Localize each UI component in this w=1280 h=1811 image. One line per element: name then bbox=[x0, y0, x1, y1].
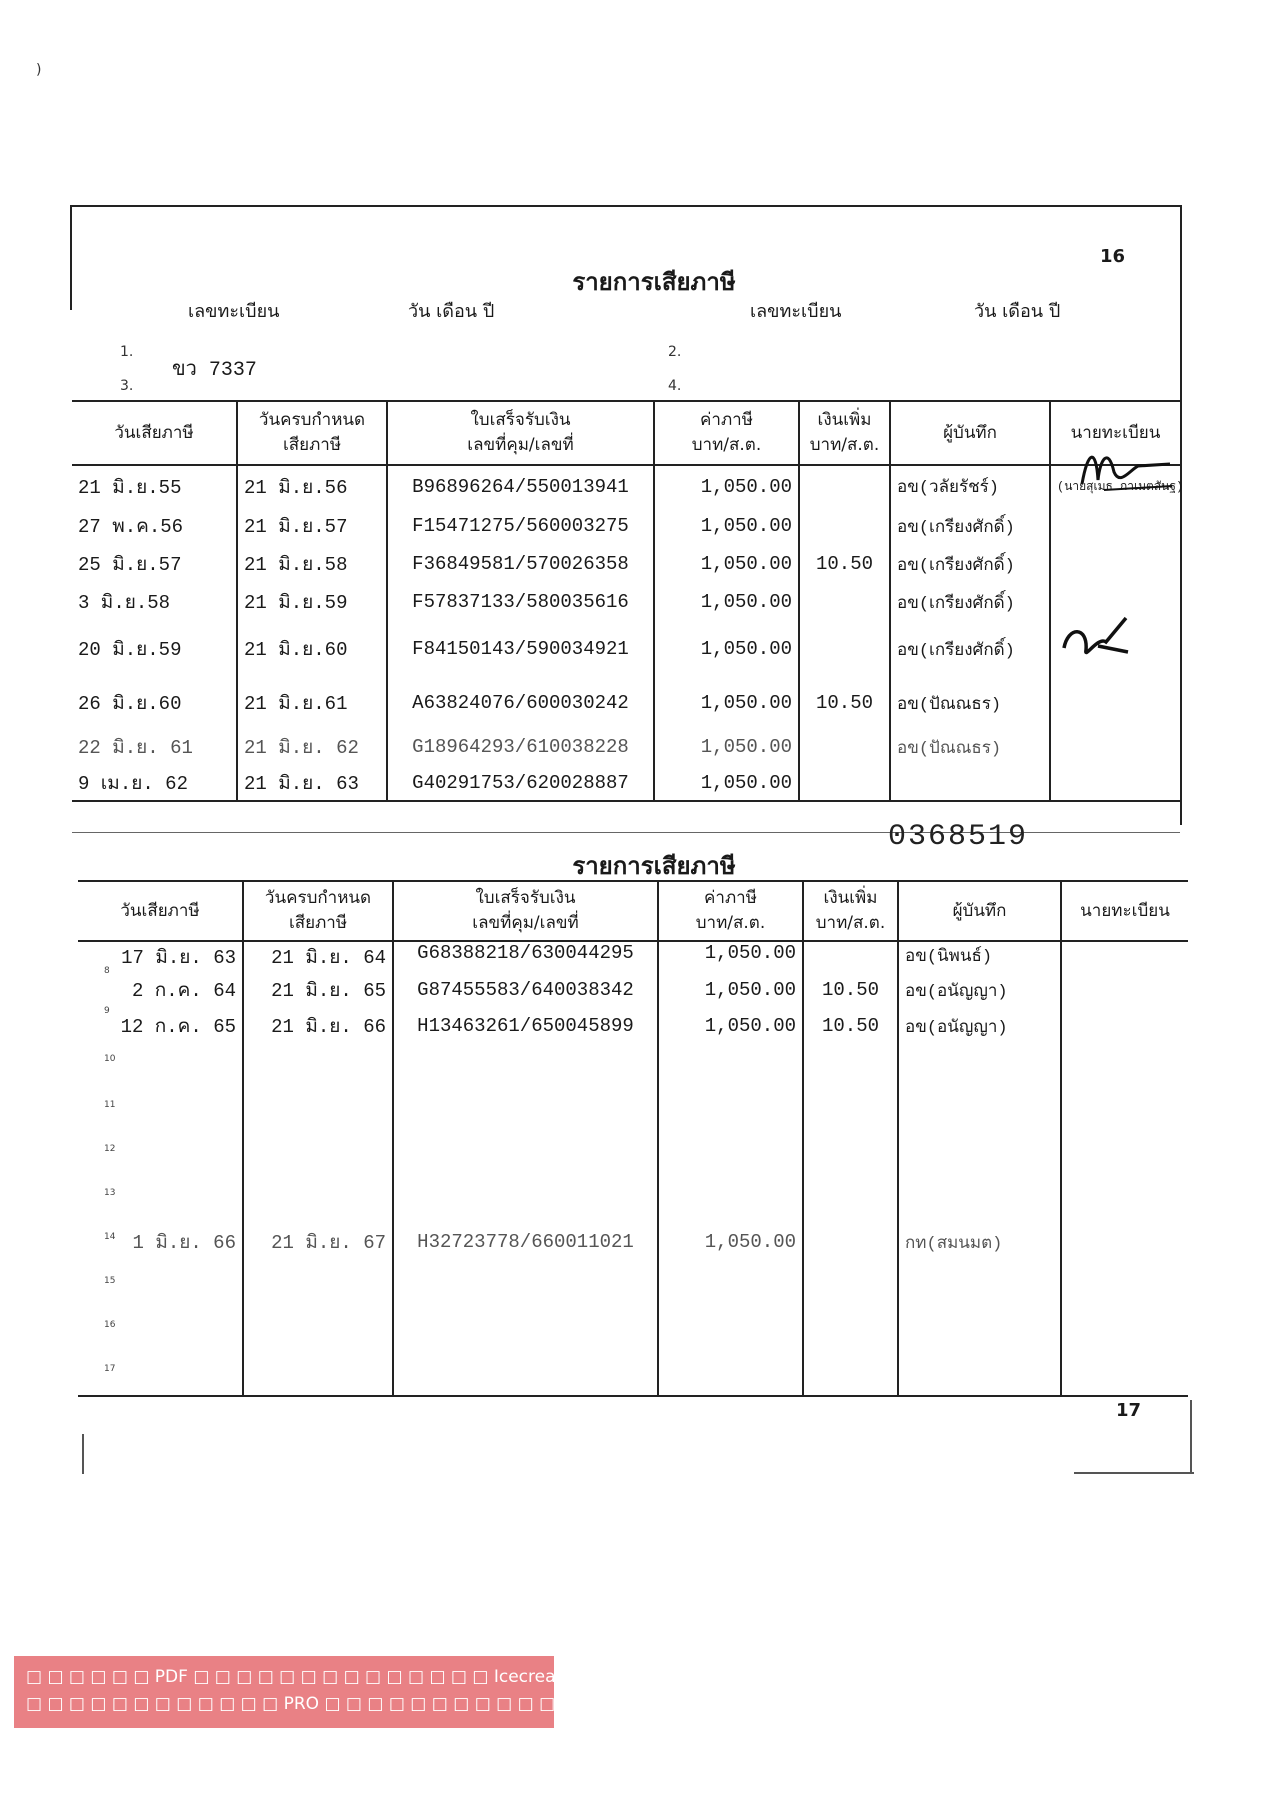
page-number-16: 16 bbox=[1100, 246, 1126, 267]
row-number-marker: 8 bbox=[104, 966, 110, 976]
row-surcharge bbox=[803, 1176, 898, 1220]
row-recorder: อข(เกรียงศักดิ์) bbox=[890, 507, 1050, 545]
row-tax: 1,050.00 bbox=[658, 1008, 803, 1044]
row-registrar bbox=[1050, 729, 1180, 765]
row-receipt: H32723778/660011021 bbox=[393, 1220, 658, 1264]
table-row bbox=[78, 1176, 1188, 1220]
row-recorder: อข(อนัญญา) bbox=[898, 972, 1061, 1008]
table-row bbox=[72, 465, 1180, 507]
row-surcharge: 10.50 bbox=[803, 972, 898, 1008]
row-receipt bbox=[393, 1044, 658, 1088]
header-registrar-2: นายทะเบียน bbox=[1061, 881, 1188, 941]
watermark-line-1: □ □ □ □ □ □ PDF □ □ □ □ □ □ □ □ □ □ □ □ □ □ Icecream PDF bbox=[26, 1667, 611, 1687]
row-pay-date: 25 มิ.ย.57 bbox=[78, 554, 182, 576]
row-receipt bbox=[393, 1132, 658, 1176]
row-number-marker: 15 bbox=[104, 1276, 116, 1286]
row-recorder bbox=[898, 1132, 1061, 1176]
entry-1-index: 1. bbox=[120, 344, 134, 360]
row-surcharge bbox=[799, 765, 890, 801]
stamp-number: 0368519 bbox=[888, 820, 1029, 854]
row-registrar bbox=[1050, 677, 1180, 729]
row-number-marker: 11 bbox=[104, 1100, 116, 1110]
row-surcharge bbox=[803, 1044, 898, 1088]
header-surcharge-2: เงินเพิ่ม บาท/ส.ต. bbox=[803, 881, 898, 941]
row-receipt: F84150143/590034921 bbox=[387, 621, 654, 677]
entry-1-plate: ขว 7337 bbox=[172, 359, 257, 382]
row-surcharge bbox=[803, 1308, 898, 1352]
row-recorder bbox=[898, 1264, 1061, 1308]
table-row bbox=[78, 1132, 1188, 1176]
row-pay-date: 22 มิ.ย. 61 bbox=[78, 737, 193, 759]
row-receipt: G87455583/640038342 bbox=[393, 972, 658, 1008]
card-right-tick bbox=[1190, 1400, 1192, 1474]
row-registrar: (นายสุเมธ กาเมตสันฐ) bbox=[1050, 465, 1180, 507]
row-receipt: G68388218/630044295 bbox=[393, 941, 658, 972]
row-due-date: 21 มิ.ย. 63 bbox=[237, 765, 387, 801]
table-row bbox=[78, 972, 1188, 1008]
row-surcharge bbox=[799, 583, 890, 621]
row-surcharge bbox=[799, 621, 890, 677]
row-pay-date: 26 มิ.ย.60 bbox=[78, 693, 182, 715]
row-receipt: H13463261/650045899 bbox=[393, 1008, 658, 1044]
row-tax bbox=[658, 1264, 803, 1308]
row-pay-date bbox=[78, 1308, 243, 1352]
row-surcharge bbox=[799, 465, 890, 507]
table-row bbox=[78, 941, 1188, 972]
row-receipt: A63824076/600030242 bbox=[387, 677, 654, 729]
entry-2-index: 2. bbox=[668, 344, 682, 360]
tax-table-2 bbox=[78, 880, 1188, 1397]
row-pay-date bbox=[78, 1264, 243, 1308]
card-bottom-right-line bbox=[1074, 1472, 1194, 1474]
card-top-border bbox=[70, 205, 1180, 207]
row-receipt bbox=[393, 1088, 658, 1132]
row-tax: 1,050.00 bbox=[654, 583, 799, 621]
row-due-date: 21 มิ.ย.60 bbox=[237, 621, 387, 677]
row-pay-date bbox=[78, 1176, 243, 1220]
row-due-date: 21 มิ.ย.59 bbox=[237, 583, 387, 621]
row-recorder: อข(ปัณณธร) bbox=[890, 677, 1050, 729]
table-row bbox=[78, 1008, 1188, 1044]
reg-no-label-1: เลขทะเบียน bbox=[188, 301, 280, 322]
row-registrar bbox=[1050, 507, 1180, 545]
row-tax bbox=[658, 1132, 803, 1176]
row-number-marker: 16 bbox=[104, 1320, 116, 1330]
row-registrar bbox=[1050, 545, 1180, 583]
row-surcharge bbox=[803, 1088, 898, 1132]
row-due-date: 21 มิ.ย. 67 bbox=[243, 1220, 393, 1264]
row-due-date bbox=[243, 1088, 393, 1132]
row-registrar bbox=[1061, 972, 1188, 1008]
row-pay-date bbox=[78, 1132, 243, 1176]
row-surcharge bbox=[803, 941, 898, 972]
row-recorder: อข(เกรียงศักดิ์) bbox=[890, 583, 1050, 621]
header-registrar: นายทะเบียน bbox=[1050, 401, 1180, 465]
page-number-17: 17 bbox=[1116, 1400, 1142, 1421]
date-label-2: วัน เดือน ปี bbox=[974, 301, 1061, 322]
table-row bbox=[72, 677, 1180, 729]
table-row bbox=[72, 765, 1180, 801]
header-receipt: ใบเสร็จรับเงิน เลขที่คุม/เลขที่ bbox=[387, 401, 654, 465]
row-recorder bbox=[890, 765, 1050, 801]
entry-4-index: 4. bbox=[668, 378, 682, 394]
row-pay-date bbox=[78, 1044, 243, 1088]
date-label-1: วัน เดือน ปี bbox=[408, 301, 495, 322]
row-tax: 1,050.00 bbox=[654, 507, 799, 545]
card-left-tick bbox=[82, 1434, 84, 1474]
card-left-border bbox=[70, 205, 72, 310]
row-receipt bbox=[393, 1176, 658, 1220]
table-row bbox=[78, 1308, 1188, 1352]
header-pay-date-2: วันเสียภาษี bbox=[78, 881, 243, 941]
row-tax bbox=[658, 1352, 803, 1396]
row-surcharge: 10.50 bbox=[799, 545, 890, 583]
row-due-date: 21 มิ.ย. 65 bbox=[243, 972, 393, 1008]
row-recorder: อข(วลัยรัชร์) bbox=[890, 465, 1050, 507]
top-left-mark: ) bbox=[36, 62, 42, 78]
row-receipt bbox=[393, 1352, 658, 1396]
row-tax bbox=[658, 1044, 803, 1088]
row-number-marker: 14 bbox=[104, 1232, 116, 1242]
header-surcharge: เงินเพิ่ม บาท/ส.ต. bbox=[799, 401, 890, 465]
row-registrar bbox=[1061, 1088, 1188, 1132]
header-receipt-2: ใบเสร็จรับเงิน เลขที่คุม/เลขที่ bbox=[393, 881, 658, 941]
row-due-date: 21 มิ.ย. 66 bbox=[243, 1008, 393, 1044]
row-surcharge: 10.50 bbox=[803, 1008, 898, 1044]
table-row bbox=[72, 583, 1180, 621]
entry-3-index: 3. bbox=[120, 378, 134, 394]
row-number-marker: 17 bbox=[104, 1364, 116, 1374]
row-pay-date: 1 มิ.ย. 66 bbox=[132, 1232, 236, 1254]
table-row bbox=[72, 621, 1180, 677]
row-due-date: 21 มิ.ย.61 bbox=[237, 677, 387, 729]
row-pay-date: 2 ก.ค. 64 bbox=[131, 980, 236, 1002]
row-due-date: 21 มิ.ย. 64 bbox=[243, 941, 393, 972]
row-tax: 1,050.00 bbox=[654, 765, 799, 801]
row-pay-date bbox=[78, 1088, 243, 1132]
row-surcharge bbox=[803, 1352, 898, 1396]
section-title: รายการเสียภาษี bbox=[572, 268, 736, 296]
row-recorder: อข(เกรียงศักดิ์) bbox=[890, 621, 1050, 677]
row-due-date bbox=[243, 1132, 393, 1176]
initials-mark bbox=[1058, 612, 1132, 664]
row-receipt: F15471275/560003275 bbox=[387, 507, 654, 545]
row-tax bbox=[658, 1308, 803, 1352]
row-pay-date: 20 มิ.ย.59 bbox=[78, 639, 182, 661]
header-recorder-2: ผู้บันทึก bbox=[898, 881, 1061, 941]
tax-table-1 bbox=[72, 400, 1184, 802]
row-pay-date: 21 มิ.ย.55 bbox=[78, 476, 182, 499]
watermark-line-2: □ □ □ □ □ □ □ □ □ □ □ □ PRO □ □ □ □ □ □ □ □ □ □ □ □ □ □ □ bbox=[26, 1694, 642, 1714]
table-row bbox=[78, 1044, 1188, 1088]
row-number-marker: 9 bbox=[104, 1006, 110, 1016]
row-due-date bbox=[243, 1352, 393, 1396]
row-due-date bbox=[243, 1264, 393, 1308]
row-receipt bbox=[393, 1308, 658, 1352]
row-receipt: G18964293/610038228 bbox=[387, 729, 654, 765]
row-pay-date: 27 พ.ค.56 bbox=[78, 516, 184, 538]
row-tax: 1,050.00 bbox=[658, 941, 803, 972]
row-due-date bbox=[243, 1176, 393, 1220]
row-pay-date: 9 เม.ย. 62 bbox=[72, 765, 237, 801]
reg-no-label-2: เลขทะเบียน bbox=[750, 301, 842, 322]
row-due-date: 21 มิ.ย.56 bbox=[237, 465, 387, 507]
row-registrar bbox=[1050, 765, 1180, 801]
registrar-signature bbox=[1074, 440, 1178, 500]
row-receipt: G40291753/620028887 bbox=[387, 765, 654, 801]
header-pay-date: วันเสียภาษี bbox=[72, 401, 237, 465]
row-recorder: อข(เกรียงศักดิ์) bbox=[890, 545, 1050, 583]
row-pay-date: 17 มิ.ย. 63 bbox=[121, 947, 236, 969]
row-number-marker: 12 bbox=[104, 1144, 116, 1154]
row-registrar bbox=[1061, 1176, 1188, 1220]
card-right-border bbox=[1180, 205, 1182, 825]
row-registrar bbox=[1061, 1132, 1188, 1176]
header-due-date: วันครบกำหนด เสียภาษี bbox=[237, 401, 387, 465]
row-pay-date: 3 มิ.ย.58 bbox=[78, 592, 171, 614]
table-row bbox=[78, 1264, 1188, 1308]
row-pay-date bbox=[78, 1352, 243, 1396]
row-tax: 1,050.00 bbox=[658, 972, 803, 1008]
row-recorder: กท(สมนมต) bbox=[898, 1220, 1061, 1264]
table-row bbox=[72, 545, 1180, 583]
row-receipt: B96896264/550013941 bbox=[387, 465, 654, 507]
row-registrar bbox=[1061, 1308, 1188, 1352]
row-tax: 1,050.00 bbox=[658, 1220, 803, 1264]
table-row bbox=[72, 729, 1180, 765]
row-recorder bbox=[898, 1308, 1061, 1352]
row-recorder bbox=[898, 1352, 1061, 1396]
row-tax: 1,050.00 bbox=[654, 729, 799, 765]
row-surcharge bbox=[799, 729, 890, 765]
row-receipt: F36849581/570026358 bbox=[387, 545, 654, 583]
row-tax: 1,050.00 bbox=[654, 545, 799, 583]
header-due-date-2: วันครบกำหนด เสียภาษี bbox=[243, 881, 393, 941]
table-row bbox=[78, 1088, 1188, 1132]
row-due-date bbox=[243, 1044, 393, 1088]
row-tax: 1,050.00 bbox=[654, 465, 799, 507]
header-tax-2: ค่าภาษี บาท/ส.ต. bbox=[658, 881, 803, 941]
row-due-date bbox=[243, 1308, 393, 1352]
row-recorder: อข(นิพนธ์) bbox=[898, 941, 1061, 972]
header-recorder: ผู้บันทึก bbox=[890, 401, 1050, 465]
converter-watermark bbox=[14, 1656, 642, 1728]
row-surcharge bbox=[799, 507, 890, 545]
row-recorder: อข(อนัญญา) bbox=[898, 1008, 1061, 1044]
row-surcharge bbox=[803, 1220, 898, 1264]
row-number-marker: 10 bbox=[104, 1054, 116, 1064]
row-tax bbox=[658, 1176, 803, 1220]
row-due-date: 21 มิ.ย.57 bbox=[237, 507, 387, 545]
row-tax bbox=[658, 1088, 803, 1132]
row-surcharge bbox=[803, 1264, 898, 1308]
row-registrar bbox=[1061, 1264, 1188, 1308]
row-receipt bbox=[393, 1264, 658, 1308]
row-recorder bbox=[898, 1044, 1061, 1088]
row-registrar bbox=[1061, 941, 1188, 972]
row-pay-date: 12 ก.ค. 65 bbox=[120, 1016, 236, 1038]
row-number-marker: 13 bbox=[104, 1188, 116, 1198]
row-surcharge: 10.50 bbox=[799, 677, 890, 729]
row-recorder bbox=[898, 1088, 1061, 1132]
table-row bbox=[72, 507, 1180, 545]
row-recorder: อข(ปัณณธร) bbox=[890, 729, 1050, 765]
row-receipt: F57837133/580035616 bbox=[387, 583, 654, 621]
row-registrar bbox=[1061, 1008, 1188, 1044]
header-tax: ค่าภาษี บาท/ส.ต. bbox=[654, 401, 799, 465]
row-tax: 1,050.00 bbox=[654, 621, 799, 677]
row-registrar bbox=[1061, 1352, 1188, 1396]
table-row bbox=[78, 1220, 1188, 1264]
row-surcharge bbox=[803, 1132, 898, 1176]
row-registrar bbox=[1061, 1220, 1188, 1264]
row-due-date: 21 มิ.ย. 62 bbox=[237, 729, 387, 765]
row-registrar bbox=[1061, 1044, 1188, 1088]
row-due-date: 21 มิ.ย.58 bbox=[237, 545, 387, 583]
row-tax: 1,050.00 bbox=[654, 677, 799, 729]
section-title-2: รายการเสียภาษี bbox=[572, 852, 736, 880]
table-row bbox=[78, 1352, 1188, 1396]
row-recorder bbox=[898, 1176, 1061, 1220]
